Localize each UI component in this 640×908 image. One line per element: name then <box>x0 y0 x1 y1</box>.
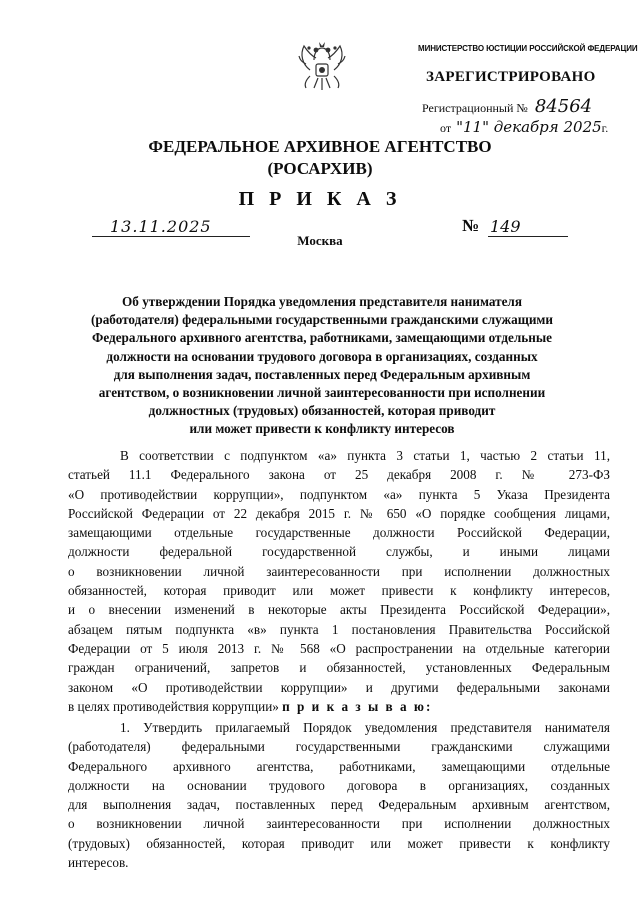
order-date: 13.11.2025 <box>110 217 212 236</box>
agency-short-name: (РОСАРХИВ) <box>267 159 373 178</box>
heading-line: агентством, о возникновении личной заинтересованности при исполнении <box>98 385 546 401</box>
stamp-date-line <box>440 118 608 136</box>
stamp-registered-label: ЗАРЕГИСТРИРОВАНО <box>426 69 596 85</box>
item-1-line: интересов. <box>68 855 129 871</box>
registration-stamp <box>418 44 638 86</box>
item-1-paragraph <box>68 718 610 872</box>
stamp-ministry-name: МИНИСТЕРСТВО ЮСТИЦИИ РОССИЙСКОЙ ФЕДЕРАЦИИ <box>418 44 638 53</box>
preamble-line: абзацем пятым подпункта «в» пункта 1 постановления Правительства Российской <box>68 621 610 637</box>
order-heading <box>62 293 582 439</box>
heading-line: Федерального архивного агентства, работниками, замещающими отдельные <box>92 330 552 346</box>
item-1-line: (трудовых) обязанностей, которая приводит или может привести к конфликту <box>68 835 610 851</box>
preamble-line: «О противодействии коррупции», подпунктом «а» пункта 5 Указа Президента <box>68 486 610 502</box>
preamble-line: законом «О противодействии коррупции» и другими федеральными законами <box>68 679 610 695</box>
stamp-date-prefix: от <box>440 121 452 135</box>
preamble-line: замещающими отдельные государственные должности Российской Федерации, <box>68 525 610 541</box>
order-number-field <box>488 217 568 237</box>
order-title: П Р И К А З <box>238 188 402 210</box>
heading-line: (работодателя) федеральными государственными гражданскими служащими <box>90 312 554 328</box>
preamble-line: Российской Федерации от 22 декабря 2015 г. № 650 «О порядке сообщения лицами, <box>68 505 610 521</box>
preamble-line: граждан ограничений, запретов и обязанностей, установленных Федеральным <box>68 660 610 676</box>
preamble-paragraph <box>68 446 610 716</box>
order-number-label: № <box>462 216 480 235</box>
preamble-line: Федерации от 5 июля 2013 г. № 568 «О распространении на отдельные категории <box>68 640 610 656</box>
preamble-line: В соответствии с подпунктом «а» пункта 3 статьи 1, частью 2 статьи 11, <box>120 448 610 463</box>
stamp-date-suffix: г. <box>601 121 609 135</box>
heading-line: должности на основании трудового договора в организациях, созданных <box>106 348 538 364</box>
order-number: 149 <box>490 217 521 236</box>
item-1-line: о возникновении личной заинтересованности при исполнении должностных <box>68 816 610 832</box>
preamble-line: и о внесении изменений в некоторые акты Президента Российской Федерации», <box>68 602 610 618</box>
agency-name: ФЕДЕРАЛЬНОЕ АРХИВНОЕ АГЕНТСТВО <box>148 137 492 156</box>
preamble-line: о возникновении личной заинтересованности при исполнении должностных <box>68 563 610 579</box>
heading-line: для выполнения задач, поставленных перед Федеральным архивным <box>113 366 531 382</box>
preamble-last-line <box>68 697 610 716</box>
item-1-line: (работодателя) федеральными государственными гражданскими служащими <box>68 739 610 755</box>
stamp-reg-number: 84564 <box>534 96 593 117</box>
stamp-reg-label: Регистрационный № <box>422 101 528 115</box>
preamble-line: должности федеральной государственной службы, и иными лицами <box>68 544 610 560</box>
agency-name-block <box>0 136 640 180</box>
item-1-line: для выполнения задач, поставленных перед Федеральным архивным агентством, <box>68 797 610 813</box>
stamp-registration-number-line <box>422 96 592 117</box>
preamble-line: в целях противодействия коррупции» <box>68 698 279 714</box>
item-1-line: Федерального архивного агентства, работниками, замещающими отдельные <box>68 758 610 774</box>
order-city: Москва <box>297 233 343 248</box>
order-word: п р и к а з ы в а ю: <box>282 698 433 714</box>
item-1-line: должности на основании трудового договора в организациях, созданных <box>68 777 610 793</box>
heading-line: или может привести к конфликту интересов <box>189 421 455 437</box>
item-1-line: 1. Утвердить прилагаемый Порядок уведомления представителя нанимателя <box>120 720 610 735</box>
heading-line: должностных (трудовых) обязанностей, которая приводит <box>148 403 496 419</box>
preamble-line: обязанностей, которая приводит или может привести к конфликту интересов, <box>68 583 610 599</box>
state-emblem-icon <box>296 40 348 96</box>
preamble-line: статьей 11.1 Федерального закона от 25 декабря 2008 г. № 273-ФЗ <box>68 467 610 483</box>
stamp-date-value: "11" декабря 2025 <box>456 118 602 136</box>
heading-line: Об утверждении Порядка уведомления представителя нанимателя <box>122 294 522 309</box>
